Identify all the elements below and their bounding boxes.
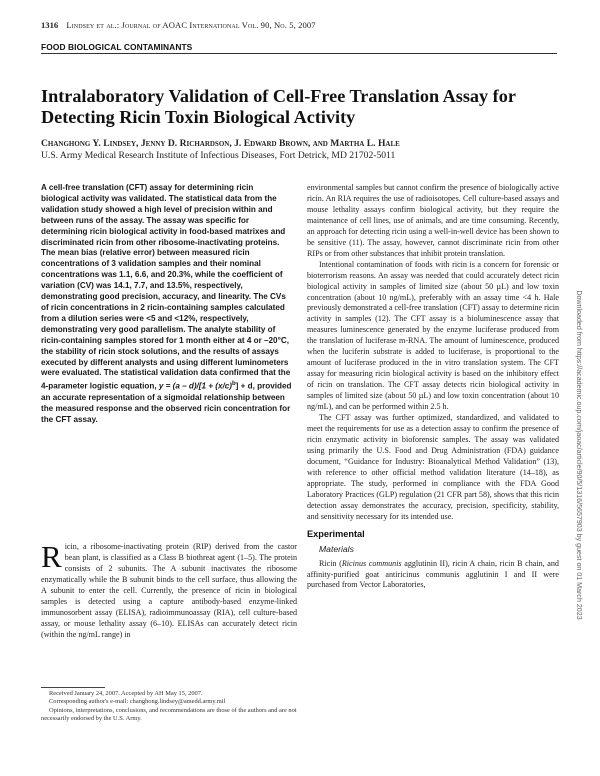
abstract-equation-exponent: b <box>232 381 236 388</box>
abstract-part2: ] + d, provided an accurate representation of a sigmoidal relationship between the measured response and the observed ricin concentration for the CFT assay. <box>41 382 292 424</box>
running-head <box>41 20 561 30</box>
download-watermark: Downloaded from https://academic.oup.com/jaoac/article/90/5/1316/5657903 by guest on 01 March 2023 <box>575 290 583 620</box>
abstract-part1: A cell-free translation (CFT) assay for determining ricin biological activity was validated. The statistical data from the validation study showed a high level of precision within and between runs of the assay. The assay was specific for determining ricin biological activity in food-based matrixes and discriminated ricin from other ribosome-inactivating proteins. The mean bias (relative error) between measured ricin concentrations of 3 validation samples and their nominal concentrations was 1.1, 6.6, and 20.3%, while the coefficient of variation (CV) was 14.1, 7.7, and 13.5%, respectively, demonstrating good precision, accuracy, and linearity. The CVs of ricin concentrations in 2 ricin-containing samples calculated from a dilution series were <5 and <12%, respectively, demonstrating very good parallelism. The analyte stability of ricin-containing samples stored for 1 month either at 4 or –20°C, the stability of ricin stock solutions, and the results of assays executed by different analysts and using different luminometers were evaluated. The statistical validation data confirmed that the 4-parameter logistic equation, <box>41 183 291 392</box>
journal-citation: Lindsey et al.: Journal of AOAC International Vol. 90, No. 5, 2007 <box>66 20 316 30</box>
abstract <box>41 183 293 426</box>
paragraph-1: environmental samples but cannot confirm the presence of biologically active ricin. An RIA requires the use of radioisotopes. Cell culture-based assays and mouse lethality assays confirm biological activity, but they require the maintenance of cell lines, use of animals, and are time consuming. Recently, an approach for detecting ricin using a well-in-well device has been shown to be sensitive (11). The assay, however, cannot discriminate ricin from other RIPs or from other substances that inhibit protein translation. <box>307 183 559 258</box>
section-label: FOOD BIOLOGICAL CONTAMINANTS <box>41 42 193 52</box>
right-column <box>307 183 559 591</box>
header-rule <box>41 53 557 54</box>
abstract-equation: y = (a – d)/[1 + (x/c) <box>158 382 232 392</box>
footnote-email: Corresponding author's e-mail: changhong.lindsey@amedd.army.mil <box>49 698 226 706</box>
footnote-rule <box>41 687 105 688</box>
introduction <box>41 539 297 641</box>
paragraph-4 <box>307 559 559 592</box>
subheading-materials: Materials <box>319 543 354 554</box>
paragraph-4-start: Ricin ( <box>319 558 342 568</box>
page-number: 1316 <box>41 20 59 30</box>
drop-cap: R <box>41 539 62 574</box>
article-title: Intralaboratory Validation of Cell-Free Translation Assay for Detecting Ricin Toxin Biological Activity <box>41 86 516 127</box>
heading-experimental: Experimental <box>307 528 365 539</box>
paragraph-2: Intentional contamination of foods with ricin is a concern for forensic or bioterrorism reasons. An assay was needed that could accurately detect ricin biological activity in samples of limited size (about 50 µL) and low toxin concentration (about 10 ng/mL), preferably with an assay time <4 h. Hale previously demonstrated a cell-free translation (CFT) assay to determine ricin activity in samples (12). The CFT assay is a bioluminescence assay that measures luminescence generated by the enzyme luciferase produced from the translation of luciferase m-RNA. The amount of luminescence, produced when the luciferin substrate is added to luciferase, is proportional to the amount of luciferase produced in the in vitro translation system. The CFT assay for measuring ricin biological activity is based on the inhibitory effect of ricin on translation. The CFT assay detects ricin biological activity in samples of limited size (about 50 µL) and low toxin concentration (about 10 ng/mL), and can be performed within 2.5 h. <box>307 259 559 412</box>
paragraph-4-rest: agglutinin II), ricin A chain, ricin B chain, and affinity-purified goat antiricinus communis agglutinin I and II were purchased from Vector Laboratories, <box>307 558 559 590</box>
intro-paragraph: icin, a ribosome-inactivating protein (RIP) derived from the castor bean plant, is classified as a Class B biothreat agent (1–5). The protein consists of 2 subunits. The A subunit inactivates the ribosome enzymatically while the B subunit binds to the cell surface, thus allowing the A subunit to enter the cell. Currently, the presence of ricin in biological samples is detected using a capture antibody-based enzyme-linked immunosorbent assay (ELISA), radioimmunoassay (RIA), cell culture-based assay, or mouse lethality assay (6–10). ELISAs can accurately detect ricin (within the ng/mL range) in <box>41 542 297 639</box>
paragraph-3: The CFT assay was further optimized, standardized, and validated to meet the requirements for use as a detection assay to confirm the presence of ricin enzymatic activity in bioforensic samples. The assay was validated using primarily the U.S. Food and Drug Administration (FDA) guidance document, “Guidance for Industry: Bioanalytical Method Validation” (13), with reference to other official method validation literature (14–18), as appropriate. The study, performed in compliance with the FDA Good Laboratory Practices (GLP) regulation (21 CFR part 58), shows that this ricin detection assay demonstrates the accuracy, precision, specificity, stability, and sensitivity necessary for its intended use. <box>307 413 559 521</box>
footnote-received: Received January 24, 2007. Accepted by AH May 15, 2007. <box>49 690 203 697</box>
paragraph-4-species: Ricinus communis <box>341 558 402 568</box>
footnotes <box>41 690 297 724</box>
affiliation: U.S. Army Medical Research Institute of Infectious Diseases, Fort Detrick, MD 21702-5011 <box>41 150 396 161</box>
footnote-disclaimer: Opinions, interpretations, conclusions, and recommendations are those of the authors and are not necessarily endorsed by the U.S. Army. <box>41 706 297 723</box>
author-list: Changhong Y. Lindsey, Jenny D. Richardson, J. Edward Brown, and Martha L. Hale <box>41 138 400 149</box>
